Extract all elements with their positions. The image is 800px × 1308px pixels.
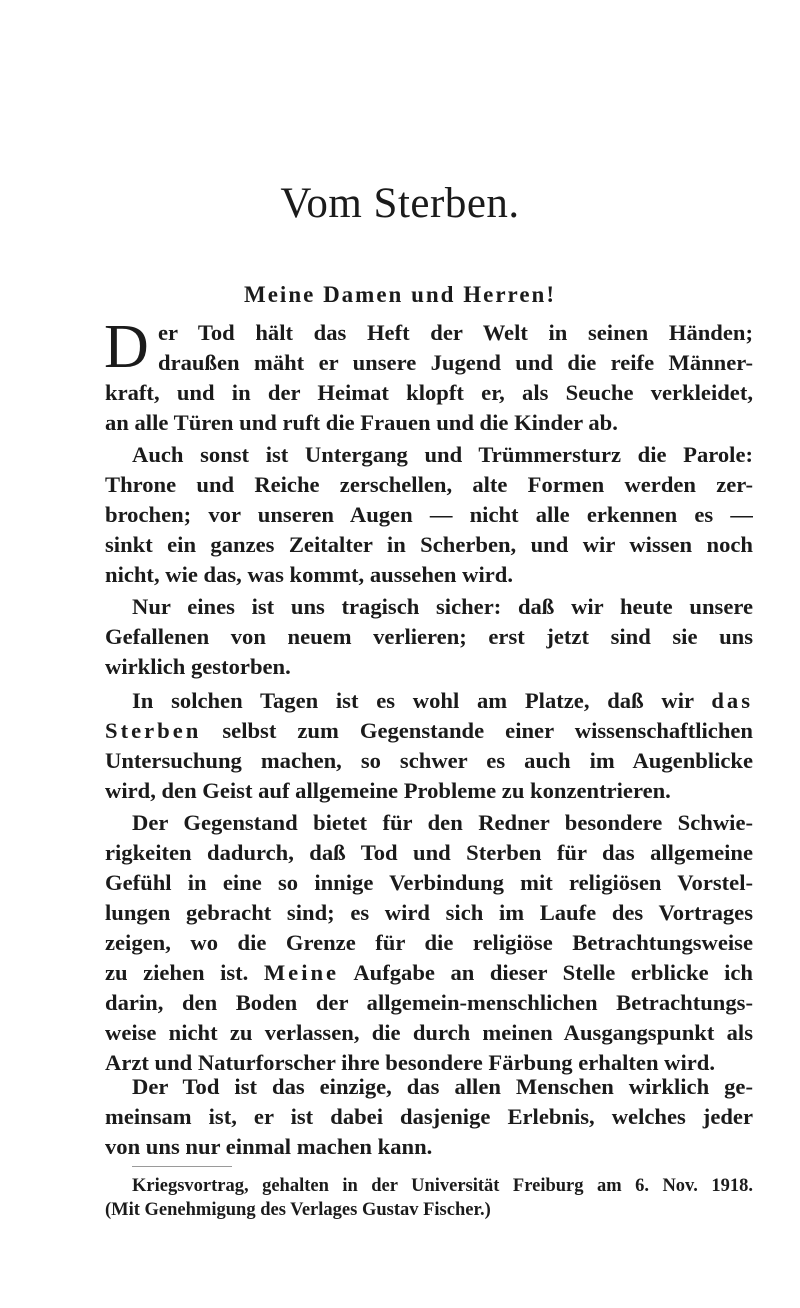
text-line: Der Gegenstand bietet für den Redner besondere Schwie- [132,810,753,835]
footnote-line: (Mit Genehmigung des Verlages Gustav Fischer.) [105,1200,491,1220]
text-line [105,716,753,746]
text-line: zeigen, wo die Grenze für die religiöse Betrachtungsweise [105,930,753,955]
emphasized-word: Meine [263,960,340,985]
text-line: Der Tod ist das einzige, das allen Menschen wirklich ge- [132,1074,753,1099]
text-line: sinkt ein ganzes Zeitalter in Scherben, und wir wissen noch [105,532,753,557]
text-span: Aufgabe an dieser Stelle erblicke ich [353,960,753,985]
text-line: nicht, wie das, was kommt, aussehen wird. [105,562,513,587]
footnote-line: Kriegsvortrag, gehalten in der Universität Freiburg am 6. Nov. 1918. [132,1176,753,1196]
emphasized-word: das [711,688,753,713]
text-line: Nur eines ist uns tragisch sicher: daß wir heute unsere [132,594,753,619]
text-line: von uns nur einmal machen kann. [105,1134,433,1159]
text-line: er Tod hält das Heft der Welt in seinen Händen; [158,320,753,345]
salutation: Meine Damen und Herren! [244,282,556,307]
text-line: draußen mäht er unsere Jugend und die reife Männer- [158,350,753,375]
text-line: rigkeiten dadurch, daß Tod und Sterben für das allgemeine [105,840,753,865]
text-line: lungen gebracht sind; es wird sich im Laufe des Vortrages [105,900,753,925]
text-line: Untersuchung machen, so schwer es auch im Augenblicke [105,748,753,773]
text-line: Throne und Reiche zerschellen, alte Formen werden zer- [105,472,753,497]
text-line: wird, den Geist auf allgemeine Probleme zu konzentrieren. [105,778,671,803]
text-line: Gefallenen von neuem verlieren; erst jetzt sind sie uns [105,624,753,649]
text-line: an alle Türen und ruft die Frauen und die Kinder ab. [105,410,618,435]
text-line [105,958,753,988]
text-line [132,686,753,716]
text-line: brochen; vor unseren Augen — nicht alle erkennen es — [105,502,753,527]
text-line: Arzt und Naturforscher ihre besondere Färbung erhalten wird. [105,1050,715,1075]
footnote-rule [132,1166,232,1167]
text-line: Gefühl in eine so innige Verbindung mit religiösen Vorstel- [105,870,753,895]
text-line: weise nicht zu verlassen, die durch meinen Ausgangspunkt als [105,1020,753,1045]
emphasized-word: Sterben [105,718,202,743]
text-line: wirklich gestorben. [105,654,291,679]
drop-cap: D [104,313,149,381]
text-line: meinsam ist, er ist dabei dasjenige Erlebnis, welches jeder [105,1104,753,1129]
page-title: Vom Sterben. [280,180,520,227]
text-span: zu ziehen ist. [105,960,249,985]
text-line: Auch sonst ist Untergang und Trümmersturz die Parole: [132,442,753,467]
text-line: darin, den Boden der allgemein-menschlichen Betrachtungs- [105,990,753,1015]
text-span: In solchen Tagen ist es wohl am Platze, daß wir [132,688,694,713]
text-span: selbst zum Gegenstande einer wissenschaftlichen [222,718,753,743]
text-line: kraft, und in der Heimat klopft er, als Seuche verkleidet, [105,380,753,405]
